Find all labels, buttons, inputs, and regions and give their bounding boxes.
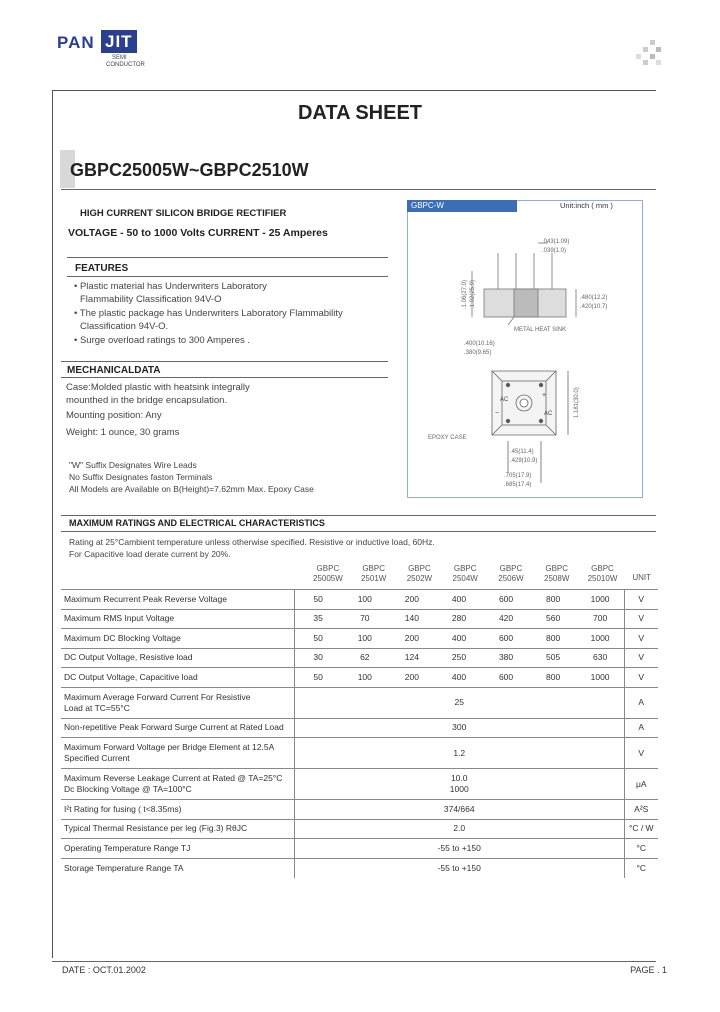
col-7-family: GBPC bbox=[591, 564, 614, 573]
suffix-note-1: "W" Suffix Designates Wire Leads bbox=[69, 460, 197, 470]
dim-height-1: .480(12.2) bbox=[580, 295, 608, 301]
dim-body: 1.181(30.0) bbox=[574, 387, 580, 418]
side-view bbox=[472, 243, 576, 325]
table-row bbox=[61, 819, 658, 839]
dim-center-1: .705(17.9) bbox=[504, 473, 532, 479]
row-value: 400 bbox=[435, 668, 482, 688]
minus-terminal-label: − bbox=[495, 410, 500, 417]
suffix-notes bbox=[69, 459, 314, 495]
row-value: 200 bbox=[388, 590, 435, 610]
dim-bottom-1: .45(11.4) bbox=[510, 449, 534, 455]
row-value bbox=[294, 839, 624, 859]
ac-label-bottom: AC bbox=[544, 411, 553, 417]
dim-top-2: .039(1.0) bbox=[542, 248, 567, 254]
row-value: 1000 bbox=[577, 668, 624, 688]
features-top-rule bbox=[67, 257, 388, 258]
feature-item-2 bbox=[74, 307, 343, 333]
logo-semiconductor bbox=[106, 55, 145, 69]
row-value: 505 bbox=[530, 648, 577, 668]
row-parameter: Maximum DC Blocking Voltage bbox=[61, 629, 294, 649]
row-parameter bbox=[61, 738, 294, 769]
row-parameter bbox=[61, 819, 294, 839]
row-parameter-line-2: Load at TC=55°C bbox=[64, 702, 130, 713]
row-value: 400 bbox=[435, 590, 482, 610]
dim-width-1: .400(10.16) bbox=[464, 341, 495, 347]
row-value bbox=[294, 819, 624, 839]
footer-date: DATE : OCT.01.2002 bbox=[62, 965, 146, 975]
row-value-line-1: 25 bbox=[454, 697, 464, 707]
ratings-bottom-rule bbox=[61, 531, 656, 532]
mech-weight: Weight: 1 ounce, 30 grams bbox=[66, 427, 180, 438]
row-value bbox=[294, 858, 624, 878]
metal-heatsink-label: METAL HEAT SINK bbox=[514, 327, 567, 333]
col-4-family: GBPC bbox=[453, 564, 477, 573]
row-parameter: DC Output Voltage, Capacitive load bbox=[61, 668, 294, 688]
col-6-model: 2508W bbox=[544, 574, 570, 583]
col-3-model: 2502W bbox=[406, 574, 433, 583]
dim-top-1: .043(1.09) bbox=[542, 239, 570, 245]
table-row bbox=[61, 609, 658, 629]
mech-case bbox=[66, 381, 250, 407]
dim-center-2: .685(17.4) bbox=[504, 482, 532, 488]
row-parameter bbox=[61, 839, 294, 859]
col-header-unit: UNIT bbox=[632, 573, 652, 582]
row-unit: μA bbox=[624, 769, 658, 800]
row-value-line-1: 1.2 bbox=[453, 747, 466, 758]
feature-item-3 bbox=[74, 334, 250, 347]
row-value bbox=[294, 738, 624, 769]
row-parameter bbox=[61, 858, 294, 878]
row-parameter-line-1: Maximum Average Forward Current For Resistive bbox=[64, 691, 251, 702]
product-subtitle: HIGH CURRENT SILICON BRIDGE RECTIFIER bbox=[80, 208, 287, 219]
row-value: 800 bbox=[530, 629, 577, 649]
ratings-heading: MAXIMUM RATINGS AND ELECTRICAL CHARACTERISTICS bbox=[69, 518, 325, 528]
row-value-line-1: -55 to +150 bbox=[437, 862, 481, 873]
col-2-family: GBPC bbox=[362, 564, 385, 573]
row-unit: °C bbox=[624, 839, 658, 859]
mech-case-line-1: Case:Molded plastic with heatsink integrally bbox=[66, 382, 250, 393]
row-value-line-1: 374/664 bbox=[443, 803, 475, 814]
row-value: 50 bbox=[294, 629, 341, 649]
footer-rule bbox=[52, 961, 656, 962]
row-unit: A²S bbox=[624, 800, 658, 820]
row-parameter bbox=[61, 800, 294, 820]
row-parameter: Maximum Recurrent Peak Reverse Voltage bbox=[61, 590, 294, 610]
row-parameter-line-1: Storage Temperature Range TA bbox=[64, 862, 184, 873]
row-value-line-1: 2.0 bbox=[453, 823, 466, 834]
col-6-family: GBPC bbox=[545, 564, 569, 573]
suffix-note-2: No Suffix Designates faston Terminals bbox=[69, 472, 213, 482]
features-bottom-rule bbox=[67, 276, 388, 277]
row-parameter bbox=[61, 718, 294, 738]
table-row bbox=[61, 590, 658, 610]
row-parameter-line-1: Typical Thermal Resistance per leg (Fig.3) RθJC bbox=[64, 823, 248, 834]
row-value: 200 bbox=[388, 668, 435, 688]
mech-mounting: Mounting position: Any bbox=[66, 410, 162, 421]
row-value: 280 bbox=[435, 609, 482, 629]
row-value: 124 bbox=[388, 648, 435, 668]
row-value: 630 bbox=[577, 648, 624, 668]
feature-item-3-line-1: • Surge overload ratings to 300 Amperes . bbox=[74, 335, 251, 346]
row-unit: °C bbox=[624, 858, 658, 878]
row-parameter bbox=[61, 769, 294, 800]
row-value: 800 bbox=[530, 668, 577, 688]
row-value: 35 bbox=[294, 609, 341, 629]
row-parameter bbox=[61, 687, 294, 718]
row-unit: V bbox=[624, 590, 658, 610]
table-row bbox=[61, 839, 658, 859]
row-unit: V bbox=[624, 609, 658, 629]
features-heading: FEATURES bbox=[75, 263, 129, 274]
row-value bbox=[294, 769, 624, 800]
row-value: 100 bbox=[341, 629, 388, 649]
package-drawing bbox=[408, 213, 642, 497]
col-header-5 bbox=[488, 564, 534, 588]
row-parameter: DC Output Voltage, Resistive load bbox=[61, 648, 294, 668]
col-4-model: 2504W bbox=[452, 574, 478, 583]
table-row bbox=[61, 629, 658, 649]
col-header-4 bbox=[442, 564, 488, 588]
row-value: 100 bbox=[341, 668, 388, 688]
row-value: 50 bbox=[294, 668, 341, 688]
table-row bbox=[61, 718, 658, 738]
ratings-note-1: Rating at 25°Cambient temperature unless otherwise specified. Resistive or inductive load, 60Hz. bbox=[69, 537, 435, 547]
col-1-model: 25005W bbox=[312, 574, 343, 583]
col-header-7 bbox=[580, 564, 626, 588]
table-row bbox=[61, 800, 658, 820]
row-parameter-line-1: Operating Temperature Range TJ bbox=[64, 842, 191, 853]
dim-height-2: .420(10.7) bbox=[580, 304, 608, 310]
row-parameter-line-1: Non-repetitive Peak Forward Surge Current at Rated Load bbox=[64, 722, 284, 733]
row-value: 600 bbox=[483, 668, 530, 688]
row-value bbox=[294, 718, 624, 738]
footer-page: PAGE . 1 bbox=[630, 965, 667, 975]
table-row bbox=[61, 858, 658, 878]
plus-terminal-label: + bbox=[542, 392, 547, 399]
row-value bbox=[294, 687, 624, 718]
title-divider bbox=[61, 189, 656, 190]
row-value-line-2: 1000 bbox=[449, 784, 469, 794]
package-name-tab: GBPC-W bbox=[407, 200, 517, 212]
row-value: 800 bbox=[530, 590, 577, 610]
dim-side-1: .1.06(27.0) bbox=[462, 279, 468, 309]
col-3-family: GBPC bbox=[408, 564, 431, 573]
row-value: 100 bbox=[341, 590, 388, 610]
row-value: 140 bbox=[388, 609, 435, 629]
row-value: 200 bbox=[388, 629, 435, 649]
suffix-note-3: All Models are Available on B(Height)=7.62mm Max. Epoxy Case bbox=[69, 484, 314, 494]
epoxy-case-label: EPOXY CASE bbox=[428, 435, 467, 441]
row-value: 50 bbox=[294, 590, 341, 610]
mech-bottom-rule bbox=[61, 377, 388, 378]
row-unit: V bbox=[624, 738, 658, 769]
row-value: 560 bbox=[530, 609, 577, 629]
logo-jit-text: JIT bbox=[101, 30, 137, 53]
row-unit: A bbox=[624, 687, 658, 718]
ratings-notes bbox=[69, 536, 435, 560]
row-unit: V bbox=[624, 629, 658, 649]
feature-item-1 bbox=[74, 280, 267, 306]
row-value: 1000 bbox=[577, 590, 624, 610]
col-7-model: 25010W bbox=[587, 574, 618, 583]
column-headers bbox=[305, 564, 658, 588]
row-parameter-line-2: Dc Blocking Voltage @ TA=100°C bbox=[64, 784, 192, 794]
row-value: 420 bbox=[483, 609, 530, 629]
row-unit: V bbox=[624, 668, 658, 688]
mech-case-line-2: mounthed in the bridge encapsulation. bbox=[66, 395, 228, 406]
table-row bbox=[61, 738, 658, 769]
ac-label-top: AC bbox=[500, 397, 509, 403]
feature-item-2-line-2: Classification 94V-O. bbox=[80, 321, 169, 332]
logo-pan-text: PAN bbox=[57, 33, 95, 52]
row-value: 600 bbox=[483, 629, 530, 649]
logo-semi-text: SEMI bbox=[112, 55, 127, 61]
dim-width-2: .380(9.65) bbox=[464, 350, 492, 356]
feature-item-1-line-2: Flammability Classification 94V-O bbox=[80, 294, 222, 305]
dim-bottom-2: .429(10.9) bbox=[510, 458, 538, 464]
col-5-family: GBPC bbox=[499, 564, 523, 573]
ratings-table-body bbox=[61, 590, 658, 878]
row-value: 70 bbox=[341, 609, 388, 629]
table-row bbox=[61, 668, 658, 688]
col-header-6 bbox=[534, 564, 580, 588]
row-unit: A bbox=[624, 718, 658, 738]
row-parameter-line-2: Specified Current bbox=[64, 753, 130, 763]
row-value-line-1: 300 bbox=[452, 722, 467, 733]
ratings-table bbox=[61, 589, 658, 878]
row-value: 30 bbox=[294, 648, 341, 668]
diagram-unit-label: Unit:inch ( mm ) bbox=[560, 201, 613, 210]
feature-item-1-line-1: • Plastic material has Underwriters Laboratory bbox=[74, 281, 267, 292]
row-value bbox=[294, 800, 624, 820]
feature-item-2-line-1: • The plastic package has Underwriters Laboratory Flammability bbox=[74, 308, 343, 319]
row-value-line-1: -55 to +150 bbox=[437, 842, 481, 853]
row-unit: °C / W bbox=[624, 819, 658, 839]
row-value: 380 bbox=[483, 648, 530, 668]
voltage-current-rating: VOLTAGE - 50 to 1000 Volts CURRENT - 25 Amperes bbox=[68, 227, 328, 239]
row-unit: V bbox=[624, 648, 658, 668]
row-value-line-1: 10.0 bbox=[450, 773, 468, 783]
mechanical-heading: MECHANICALDATA bbox=[67, 365, 161, 376]
table-row bbox=[61, 648, 658, 668]
ratings-top-rule bbox=[61, 515, 656, 516]
row-value: 600 bbox=[483, 590, 530, 610]
mech-top-rule bbox=[61, 361, 388, 362]
dim-side-2: .1.02(25.9) bbox=[470, 279, 476, 309]
page-title: DATA SHEET bbox=[297, 102, 423, 124]
top-view bbox=[492, 371, 568, 483]
ratings-note-2: For Capacitive load derate current by 20%. bbox=[69, 549, 231, 559]
corner-squares-decoration bbox=[636, 40, 666, 66]
col-header-1 bbox=[305, 564, 351, 588]
row-value: 62 bbox=[341, 648, 388, 668]
col-5-model: 2506W bbox=[498, 574, 524, 583]
row-value: 700 bbox=[577, 609, 624, 629]
row-value: 1000 bbox=[577, 629, 624, 649]
col-1-family: GBPC bbox=[316, 564, 340, 573]
row-parameter-line-1: Maximum Reverse Leakage Current at Rated @ TA=25°C bbox=[64, 773, 283, 783]
col-header-2 bbox=[351, 564, 397, 588]
part-number: GBPC25005W~GBPC2510W bbox=[70, 160, 309, 180]
table-row bbox=[61, 769, 658, 800]
table-row bbox=[61, 687, 658, 718]
row-value: 400 bbox=[435, 629, 482, 649]
row-parameter-line-1: I²t Rating for fusing ( t<8.35ms) bbox=[64, 803, 182, 814]
row-parameter-line-1: Maximum Forward Voltage per Bridge Element at 12.5A bbox=[64, 742, 275, 752]
col-header-3 bbox=[397, 564, 443, 588]
col-2-model: 2501W bbox=[360, 574, 387, 583]
row-value: 250 bbox=[435, 648, 482, 668]
logo-conductor-text: CONDUCTOR bbox=[106, 62, 145, 68]
row-parameter: Maximum RMS Input Voltage bbox=[61, 609, 294, 629]
